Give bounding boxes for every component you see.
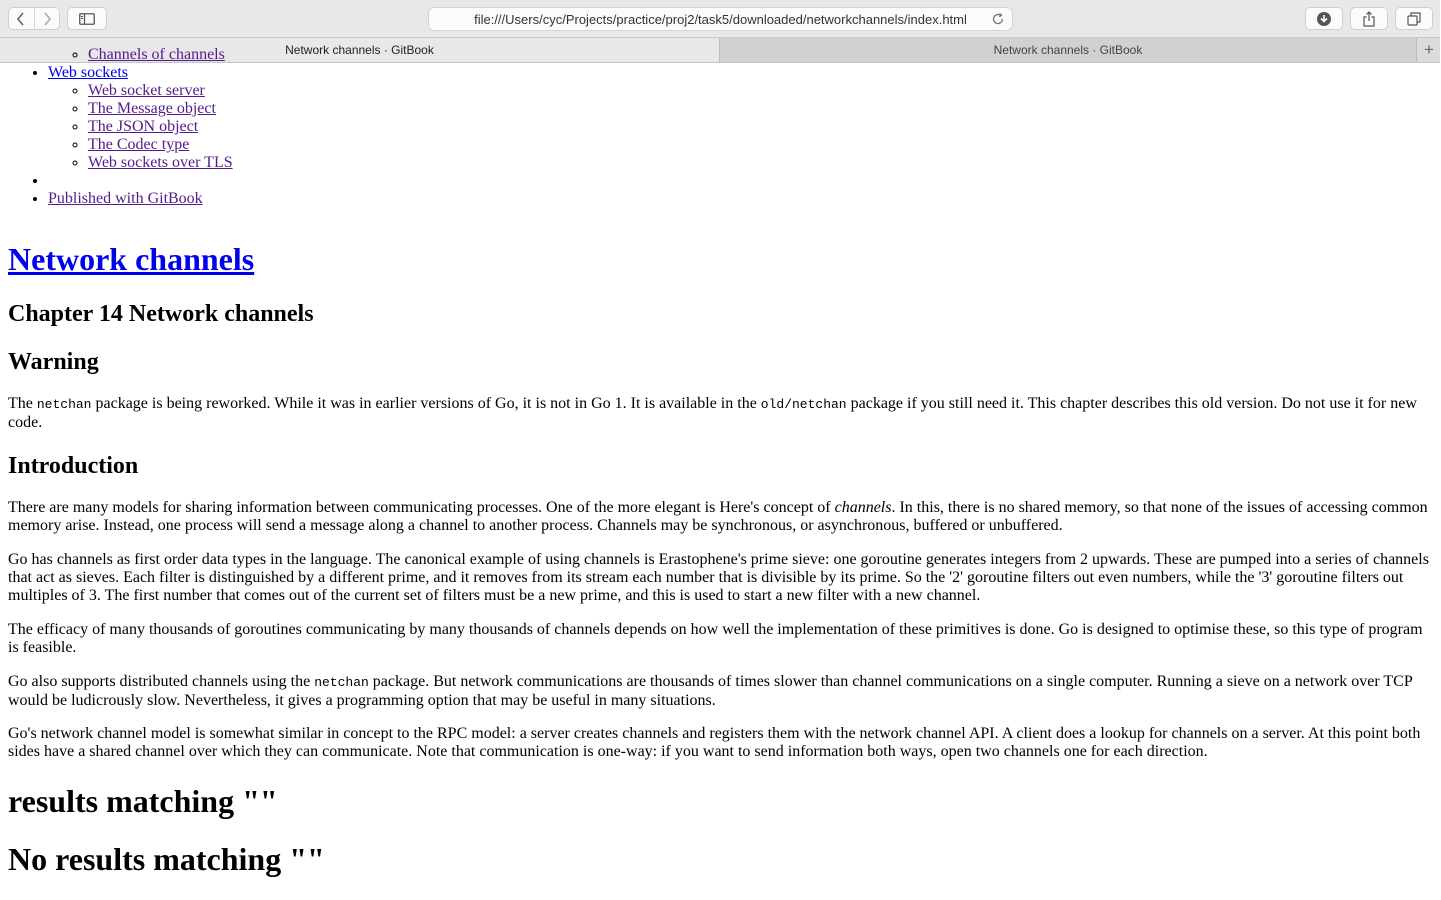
address-bar[interactable] bbox=[428, 7, 1013, 31]
toc-subitem bbox=[88, 118, 1432, 136]
published-with-gitbook-link[interactable]: Published with GitBook bbox=[48, 190, 203, 207]
toc-link-json-object[interactable]: The JSON object bbox=[88, 118, 199, 135]
show-tabs-button[interactable] bbox=[1395, 7, 1433, 30]
toc-item bbox=[48, 46, 1432, 64]
share-icon bbox=[1362, 11, 1376, 27]
introduction-heading: Introduction bbox=[8, 453, 139, 479]
toc-subitem bbox=[88, 46, 1432, 64]
page-title bbox=[8, 241, 254, 278]
table-of-contents bbox=[8, 46, 1432, 208]
paragraph-1: There are many models for sharing information between communicating processes. One of the more elegant is Here's concept of channels. In this, there is no shared memory, so that none of the issues of accessing common memory arise. Instead, one process will send a message along a channel to another process. Channels may be synchronous, or asynchronous, buffered or unbuffered. bbox=[8, 499, 1428, 534]
paragraph-2: Go has channels as first order data types in the language. The canonical example of using channels is Erastophene's prime sieve: one goroutine generates integers from 2 upwards. These are pumped into a series of channels that act as sieves. Each filter is distinguished by a different prime, and it removes from its stream each number that is divisible by its prime. So the '2' goroutine filters out even numbers, while the '3' goroutine filters out multiples of 3. The first number that comes out of the current set of filters must be a new prime, and this is used to start a new filter with a new channel. bbox=[8, 551, 1429, 604]
toc-link-web-socket-server[interactable]: Web socket server bbox=[88, 82, 205, 99]
paragraph-4: Go also supports distributed channels using the netchan package. But network communications are thousands of times slower than channel communications on a single computer. Running a sieve on a network over TCP would be ludicrously slow. Nevertheless, it gives a programming option that may be useful in many situations. bbox=[8, 673, 1413, 709]
back-button[interactable] bbox=[9, 8, 34, 29]
chapter-heading: Chapter 14 Network channels bbox=[8, 301, 314, 327]
tab-label: Network channels · GitBook bbox=[993, 43, 1143, 57]
no-results-heading: No results matching "" bbox=[8, 841, 325, 877]
toc-link-codec-type[interactable]: The Codec type bbox=[88, 136, 190, 153]
inline-code: netchan bbox=[314, 675, 369, 690]
url-text: file:///Users/cyc/Projects/practice/proj2/task5/downloaded/networkchannels/index.html bbox=[474, 11, 967, 27]
page-title-link[interactable]: Network channels bbox=[8, 241, 255, 277]
toc-item bbox=[48, 190, 1432, 208]
browser-toolbar bbox=[0, 0, 1440, 37]
search-results-heading: results matching "" bbox=[8, 783, 278, 819]
emphasis: channels bbox=[834, 499, 892, 516]
toc-link-web-sockets[interactable]: Web sockets bbox=[48, 64, 129, 81]
page-content bbox=[8, 46, 1432, 877]
plus-icon: + bbox=[1424, 40, 1434, 59]
chevron-left-icon bbox=[16, 12, 26, 26]
sidebar-icon bbox=[79, 13, 95, 25]
toc-link-web-sockets-tls[interactable]: Web sockets over TLS bbox=[88, 154, 233, 171]
downloads-button[interactable] bbox=[1305, 7, 1343, 30]
inline-code: old/netchan bbox=[760, 397, 847, 412]
nav-buttons bbox=[8, 7, 60, 30]
chevron-right-icon bbox=[42, 12, 52, 26]
tabs-overview-icon bbox=[1407, 12, 1421, 26]
warning-heading: Warning bbox=[8, 349, 99, 375]
paragraph-3: The efficacy of many thousands of goroutines communicating by many thousands of channels depends on how well the implementation of these primitives is done. Go is designed to optimise these, so this type of program is feasible. bbox=[8, 621, 1423, 656]
toc-link-channels-of-channels[interactable]: Channels of channels bbox=[88, 46, 225, 63]
toc-item-empty bbox=[48, 172, 1432, 190]
paragraph-5: Go's network channel model is somewhat similar in concept to the RPC model: a server creates channels and registers them with the network channel API. A client does a lookup for channels on a server. At this point both sides have a shared channel over which they can communicate. Note that communication is one-way: if you want to send information both ways, open two channels one for each direction. bbox=[8, 725, 1421, 760]
download-icon bbox=[1316, 11, 1332, 27]
sidebar-toggle-button[interactable] bbox=[67, 7, 107, 30]
toc-item bbox=[48, 64, 1432, 172]
toc-subitem bbox=[88, 136, 1432, 154]
tab-label: Network channels · GitBook bbox=[285, 43, 434, 57]
toc-link-message-object[interactable]: The Message object bbox=[88, 100, 216, 117]
share-button[interactable] bbox=[1350, 7, 1388, 30]
forward-button[interactable] bbox=[34, 8, 60, 29]
warning-paragraph: The netchan package is being reworked. While it was in earlier versions of Go, it is not in Go 1. It is available in the old/netchan package if you still need it. This chapter describes this old version. Do not use it for new code. bbox=[8, 395, 1417, 431]
reload-icon[interactable] bbox=[990, 11, 1006, 27]
inline-code: netchan bbox=[36, 397, 92, 412]
toc-subitem bbox=[88, 154, 1432, 172]
toc-subitem bbox=[88, 82, 1432, 100]
toc-subitem bbox=[88, 100, 1432, 118]
